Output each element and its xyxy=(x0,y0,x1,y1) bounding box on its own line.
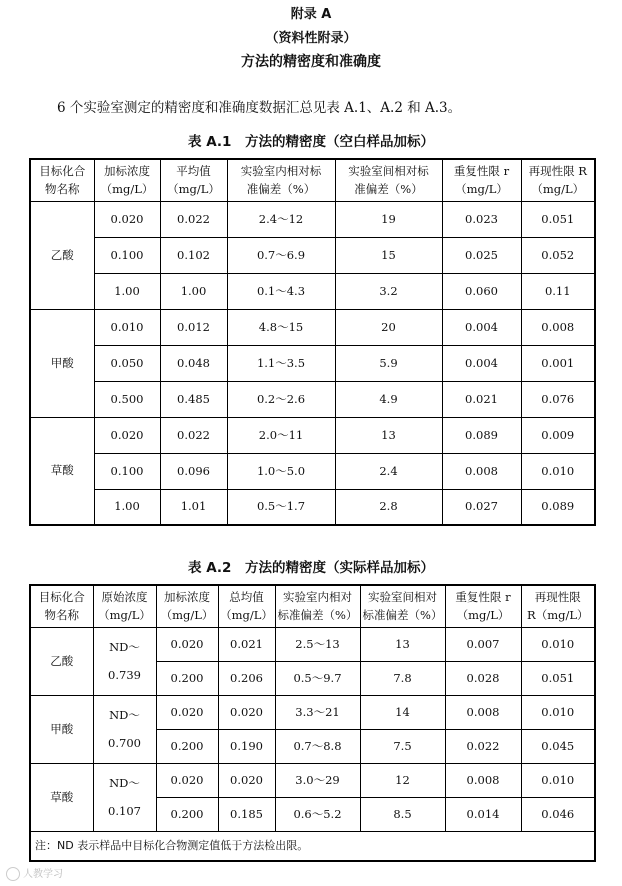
header-reproducibility: 再现性限 R（mg/L） xyxy=(521,585,595,627)
cell-reproducibility: 0.089 xyxy=(521,489,595,525)
table-row xyxy=(30,345,595,381)
table1-caption: 表 A.1 方法的精密度（空白样品加标） xyxy=(188,134,434,150)
cell-reproducibility: 0.001 xyxy=(521,345,595,381)
cell-spike: 0.020 xyxy=(156,627,218,661)
cell-reproducibility: 0.11 xyxy=(521,273,595,309)
table-row xyxy=(30,627,595,661)
cell-total-mean: 0.020 xyxy=(218,695,275,729)
cell-reproducibility: 0.045 xyxy=(521,729,595,763)
table-row xyxy=(30,237,595,273)
cell-reproducibility: 0.076 xyxy=(521,381,595,417)
header-intra-rsd: 实验室内相对标 准偏差（%） xyxy=(227,159,335,201)
cell-spike: 0.020 xyxy=(94,201,160,237)
cell-intra-rsd: 1.1～3.5 xyxy=(227,345,335,381)
cell-intra-rsd: 2.5～13 xyxy=(275,627,360,661)
cell-inter-rsd: 12 xyxy=(360,763,445,797)
cell-inter-rsd: 15 xyxy=(335,237,442,273)
cell-intra-rsd: 2.4～12 xyxy=(227,201,335,237)
header-reproducibility: 再现性限 R （mg/L） xyxy=(521,159,595,201)
cell-inter-rsd: 14 xyxy=(360,695,445,729)
cell-spike: 0.200 xyxy=(156,661,218,695)
cell-spike: 1.00 xyxy=(94,273,160,309)
header-repeatability: 重复性限 r （mg/L） xyxy=(442,159,521,201)
table-header-row xyxy=(30,159,595,201)
compound-name: 乙酸 xyxy=(30,627,93,695)
header-original-conc: 原始浓度 （mg/L） xyxy=(93,585,156,627)
cell-reproducibility: 0.008 xyxy=(521,309,595,345)
cell-repeatability: 0.025 xyxy=(442,237,521,273)
cell-total-mean: 0.185 xyxy=(218,797,275,831)
cell-repeatability: 0.027 xyxy=(442,489,521,525)
cell-mean: 0.022 xyxy=(160,417,227,453)
cell-repeatability: 0.014 xyxy=(445,797,521,831)
compound-name: 甲酸 xyxy=(30,695,93,763)
header-spike: 加标浓度 （mg/L） xyxy=(156,585,218,627)
cell-mean: 0.012 xyxy=(160,309,227,345)
header-inter-rsd: 实验室间相对标 准偏差（%） xyxy=(335,159,442,201)
table-row xyxy=(30,201,595,237)
original-concentration: ND～ 0.700 xyxy=(93,695,156,763)
watermark-logo-icon xyxy=(6,867,20,881)
cell-reproducibility: 0.010 xyxy=(521,763,595,797)
cell-inter-rsd: 7.5 xyxy=(360,729,445,763)
cell-mean: 0.096 xyxy=(160,453,227,489)
cell-inter-rsd: 4.9 xyxy=(335,381,442,417)
cell-intra-rsd: 4.8～15 xyxy=(227,309,335,345)
cell-reproducibility: 0.010 xyxy=(521,453,595,489)
compound-name: 乙酸 xyxy=(30,201,94,309)
table-row xyxy=(30,273,595,309)
header-total-mean: 总均值 （mg/L） xyxy=(218,585,275,627)
watermark-text: 人教学习 xyxy=(23,869,63,880)
appendix-subtitle: （资料性附录） xyxy=(265,31,357,46)
cell-mean: 0.485 xyxy=(160,381,227,417)
cell-spike: 0.020 xyxy=(94,417,160,453)
cell-inter-rsd: 19 xyxy=(335,201,442,237)
cell-intra-rsd: 0.6～5.2 xyxy=(275,797,360,831)
cell-repeatability: 0.023 xyxy=(442,201,521,237)
cell-spike: 0.100 xyxy=(94,453,160,489)
cell-intra-rsd: 0.2～2.6 xyxy=(227,381,335,417)
original-concentration: ND～ 0.739 xyxy=(93,627,156,695)
cell-spike: 0.200 xyxy=(156,797,218,831)
table-row xyxy=(30,381,595,417)
cell-repeatability: 0.008 xyxy=(445,763,521,797)
cell-repeatability: 0.089 xyxy=(442,417,521,453)
precision-table-blank xyxy=(29,158,596,526)
cell-spike: 0.050 xyxy=(94,345,160,381)
cell-intra-rsd: 3.0～29 xyxy=(275,763,360,797)
cell-inter-rsd: 7.8 xyxy=(360,661,445,695)
table-note-row xyxy=(30,831,595,861)
cell-mean: 0.048 xyxy=(160,345,227,381)
table-header-row xyxy=(30,585,595,627)
cell-reproducibility: 0.010 xyxy=(521,695,595,729)
cell-intra-rsd: 0.5～1.7 xyxy=(227,489,335,525)
cell-intra-rsd: 0.7～6.9 xyxy=(227,237,335,273)
section-title: 方法的精密度和准确度 xyxy=(241,54,381,70)
table-row xyxy=(30,417,595,453)
cell-spike: 0.010 xyxy=(94,309,160,345)
cell-inter-rsd: 20 xyxy=(335,309,442,345)
table2-caption: 表 A.2 方法的精密度（实际样品加标） xyxy=(188,560,434,576)
compound-name: 草酸 xyxy=(30,763,93,831)
cell-intra-rsd: 2.0～11 xyxy=(227,417,335,453)
compound-name: 甲酸 xyxy=(30,309,94,417)
appendix-title: 附录 A xyxy=(290,7,332,22)
cell-total-mean: 0.190 xyxy=(218,729,275,763)
cell-spike: 0.020 xyxy=(156,763,218,797)
cell-inter-rsd: 2.4 xyxy=(335,453,442,489)
cell-inter-rsd: 8.5 xyxy=(360,797,445,831)
table-row xyxy=(30,453,595,489)
cell-spike: 0.020 xyxy=(156,695,218,729)
header-inter-rsd: 实验室间相对 标准偏差（%） xyxy=(360,585,445,627)
cell-mean: 1.00 xyxy=(160,273,227,309)
cell-reproducibility: 0.051 xyxy=(521,661,595,695)
original-concentration: ND～ 0.107 xyxy=(93,763,156,831)
cell-inter-rsd: 2.8 xyxy=(335,489,442,525)
cell-total-mean: 0.020 xyxy=(218,763,275,797)
header-compound: 目标化合 物名称 xyxy=(30,585,93,627)
cell-inter-rsd: 3.2 xyxy=(335,273,442,309)
cell-mean: 0.102 xyxy=(160,237,227,273)
cell-intra-rsd: 3.3～21 xyxy=(275,695,360,729)
cell-repeatability: 0.022 xyxy=(445,729,521,763)
cell-repeatability: 0.028 xyxy=(445,661,521,695)
cell-intra-rsd: 0.5～9.7 xyxy=(275,661,360,695)
table-row xyxy=(30,309,595,345)
cell-total-mean: 0.021 xyxy=(218,627,275,661)
cell-repeatability: 0.008 xyxy=(445,695,521,729)
table-row xyxy=(30,695,595,729)
header-intra-rsd: 实验室内相对 标准偏差（%） xyxy=(275,585,360,627)
header-repeatability: 重复性限 r （mg/L） xyxy=(445,585,521,627)
cell-repeatability: 0.060 xyxy=(442,273,521,309)
cell-repeatability: 0.007 xyxy=(445,627,521,661)
cell-intra-rsd: 1.0～5.0 xyxy=(227,453,335,489)
cell-spike: 0.500 xyxy=(94,381,160,417)
cell-reproducibility: 0.009 xyxy=(521,417,595,453)
cell-reproducibility: 0.052 xyxy=(521,237,595,273)
cell-spike: 1.00 xyxy=(94,489,160,525)
table-row xyxy=(30,763,595,797)
table-row xyxy=(30,489,595,525)
intro-paragraph: 6 个实验室测定的精密度和准确度数据汇总见表 A.1、A.2 和 A.3。 xyxy=(57,100,462,116)
precision-table-actual xyxy=(29,584,596,862)
cell-mean: 0.022 xyxy=(160,201,227,237)
cell-reproducibility: 0.046 xyxy=(521,797,595,831)
cell-total-mean: 0.206 xyxy=(218,661,275,695)
cell-intra-rsd: 0.1～4.3 xyxy=(227,273,335,309)
cell-intra-rsd: 0.7～8.8 xyxy=(275,729,360,763)
cell-reproducibility: 0.010 xyxy=(521,627,595,661)
cell-repeatability: 0.021 xyxy=(442,381,521,417)
cell-repeatability: 0.004 xyxy=(442,345,521,381)
cell-inter-rsd: 13 xyxy=(335,417,442,453)
cell-spike: 0.100 xyxy=(94,237,160,273)
header-compound: 目标化合 物名称 xyxy=(30,159,94,201)
cell-inter-rsd: 13 xyxy=(360,627,445,661)
table-note: 注：ND 表示样品中目标化合物测定值低于方法检出限。 xyxy=(30,831,595,861)
watermark xyxy=(6,865,63,881)
cell-inter-rsd: 5.9 xyxy=(335,345,442,381)
cell-repeatability: 0.004 xyxy=(442,309,521,345)
header-mean: 平均值 （mg/L） xyxy=(160,159,227,201)
cell-spike: 0.200 xyxy=(156,729,218,763)
header-spike: 加标浓度 （mg/L） xyxy=(94,159,160,201)
cell-mean: 1.01 xyxy=(160,489,227,525)
compound-name: 草酸 xyxy=(30,417,94,525)
cell-repeatability: 0.008 xyxy=(442,453,521,489)
cell-reproducibility: 0.051 xyxy=(521,201,595,237)
